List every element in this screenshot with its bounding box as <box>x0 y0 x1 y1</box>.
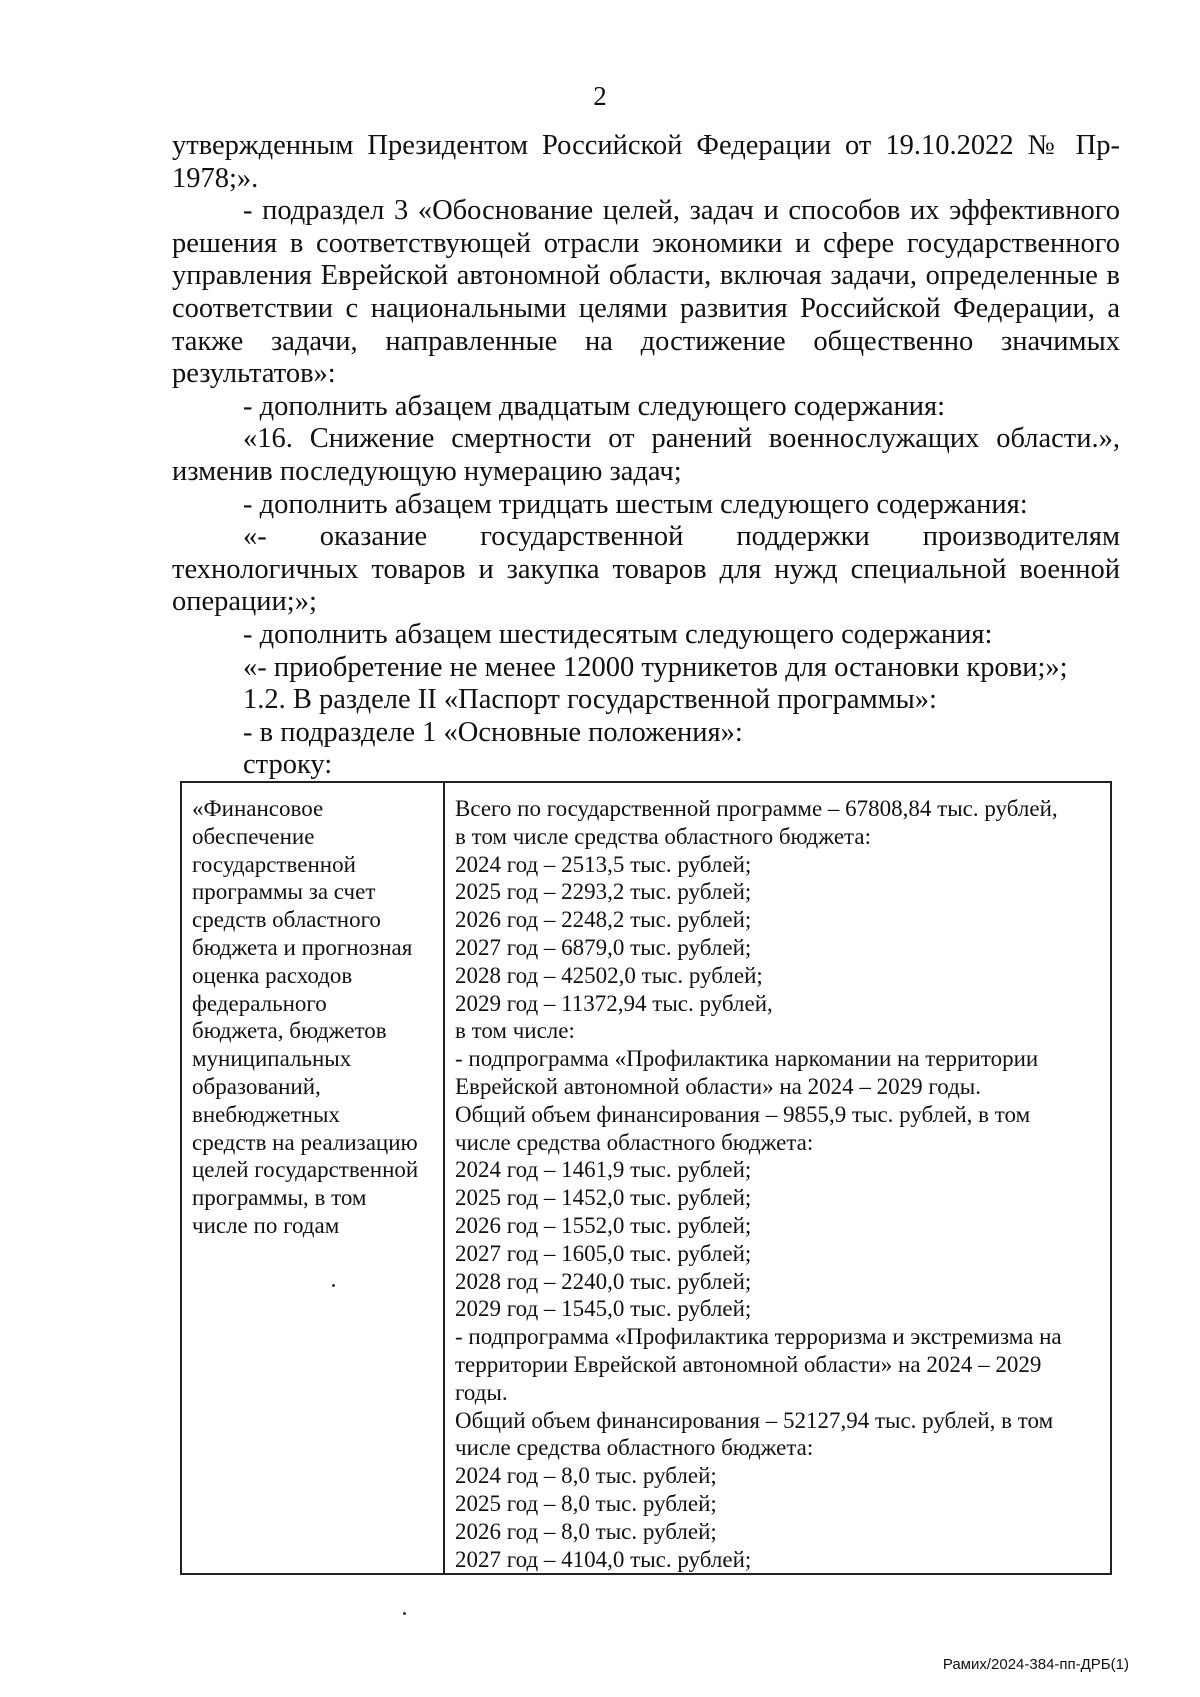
paragraph: - подраздел 3 «Обоснование целей, задач и способов их эффективного решения в соответствующей отрасли экономики и сфере государственного управления Еврейской автономной области, включая задачи, определенные в соответствии с национальными целями развития Российской Федерации, а также задачи, направленные на достижение общественно значимых результатов»: <box>172 195 1120 390</box>
cell-text-line: бюджета и прогнозная <box>192 934 413 960</box>
cell-text-line: 2029 год – 11372,94 тыс. рублей, <box>455 990 773 1016</box>
cell-text-line: средств на реализацию <box>192 1129 418 1155</box>
cell-text-line: 2025 год – 8,0 тыс. рублей; <box>455 1490 717 1516</box>
page-number: 2 <box>593 81 607 111</box>
cell-text-line: 2024 год – 2513,5 тыс. рублей; <box>455 851 752 877</box>
cell-text-line: Общий объем финансирования – 52127,94 тыс. рублей, в том <box>455 1407 1054 1433</box>
paragraph: - дополнить абзацем тридцать шестым следующего содержания: <box>243 488 1028 520</box>
cell-text-line: 2025 год – 2293,2 тыс. рублей; <box>455 879 752 905</box>
paragraph: - дополнить абзацем шестидесятым следующего содержания: <box>243 618 993 650</box>
funding-table <box>180 781 1112 1575</box>
cell-text-line: - подпрограмма «Профилактика терроризма и экстремизма на <box>455 1324 1062 1350</box>
cell-text-line: муниципальных <box>192 1046 352 1072</box>
cell-text-line: числе средства областного бюджета: <box>455 1129 814 1155</box>
paragraph: - дополнить абзацем двадцатым следующего содержания: <box>243 390 946 422</box>
cell-text-line: программы, в том <box>192 1185 367 1211</box>
cell-text-line: средств областного <box>192 907 381 933</box>
cell-text-line: обеспечение <box>192 823 315 849</box>
cell-text-line: 2027 год – 1605,0 тыс. рублей; <box>455 1240 752 1266</box>
paragraph: «- приобретение не менее 12000 турникетов для остановки крови;»; <box>243 651 1068 683</box>
cell-text-line: 2026 год – 2248,2 тыс. рублей; <box>455 907 752 933</box>
paragraph: «16. Снижение смертности от ранений военнослужащих области.», изменив последующую нумерацию задач; <box>172 423 1120 487</box>
document-body <box>172 130 1120 782</box>
paragraph: - в подразделе 1 «Основные положения»: <box>243 716 743 748</box>
cell-text-line: Еврейской автономной области» на 2024 – 2029 годы. <box>455 1073 981 1099</box>
cell-text-line: «Финансовое <box>192 796 324 821</box>
scan-speck <box>332 1284 335 1287</box>
paragraph: 1.2. В разделе II «Паспорт государственной программы»: <box>243 684 937 716</box>
cell-text-line: в том числе средства областного бюджета: <box>455 823 871 849</box>
cell-text-line: оценка расходов <box>192 962 353 988</box>
cell-text-line: 2024 год – 1461,9 тыс. рублей; <box>455 1157 752 1183</box>
cell-text-line: 2027 год – 6879,0 тыс. рублей; <box>455 934 752 960</box>
cell-text-line: целей государственной <box>192 1157 419 1183</box>
cell-text-line: бюджета, бюджетов <box>192 1018 387 1044</box>
cell-text-line: в том числе: <box>455 1018 575 1044</box>
row-value-cell <box>444 782 1111 1574</box>
cell-text-line: - подпрограмма «Профилактика наркомании на территории <box>455 1046 1039 1072</box>
cell-text-line: территории Еврейской автономной области» на 2024 – 2029 <box>455 1351 1042 1377</box>
cell-text-line: 2029 год – 1545,0 тыс. рублей; <box>455 1296 752 1322</box>
paragraph-line: 1978;». <box>172 162 259 194</box>
cell-text-line: числе средства областного бюджета: <box>455 1435 814 1461</box>
scan-speck <box>403 1612 406 1615</box>
cell-text-line: федерального <box>192 990 327 1016</box>
cell-text-line: государственной <box>192 851 356 877</box>
row-label-cell <box>181 782 444 1574</box>
cell-text-line: числе по годам <box>192 1212 340 1238</box>
paragraph: строку: <box>243 749 333 781</box>
cell-text-line: внебюджетных <box>192 1101 340 1127</box>
cell-text-line: программы за счет <box>192 879 376 905</box>
cell-text-line: годы. <box>455 1379 508 1405</box>
cell-text-line: Общий объем финансирования – 9855,9 тыс. рублей, в том <box>455 1101 1031 1127</box>
paragraph-line: утвержденным Президентом Российской Федерации от 19.10.2022 № Пр- <box>172 130 1120 161</box>
cell-text-line: образований, <box>192 1073 321 1099</box>
cell-text-line: 2025 год – 1452,0 тыс. рублей; <box>455 1185 752 1211</box>
cell-text-line: 2024 год – 8,0 тыс. рублей; <box>455 1463 717 1489</box>
cell-text-line: 2026 год – 1552,0 тыс. рублей; <box>455 1212 752 1238</box>
document-code: Рамих/2024-384-пп-ДРБ(1) <box>942 1656 1129 1673</box>
cell-text-line: 2028 год – 2240,0 тыс. рублей; <box>455 1268 752 1294</box>
cell-text-line: 2026 год – 8,0 тыс. рублей; <box>455 1518 717 1544</box>
paragraph: «- оказание государственной поддержки производителям технологичных товаров и закупка товаров для нужд специальной военной операции;»; <box>172 521 1120 618</box>
cell-text-line: 2028 год – 42502,0 тыс. рублей; <box>455 962 763 988</box>
cell-text-line: Всего по государственной программе – 67808,84 тыс. рублей, <box>455 796 1058 821</box>
table-row <box>181 782 1111 1574</box>
cell-text-line: 2027 год – 4104,0 тыс. рублей; <box>455 1546 752 1572</box>
